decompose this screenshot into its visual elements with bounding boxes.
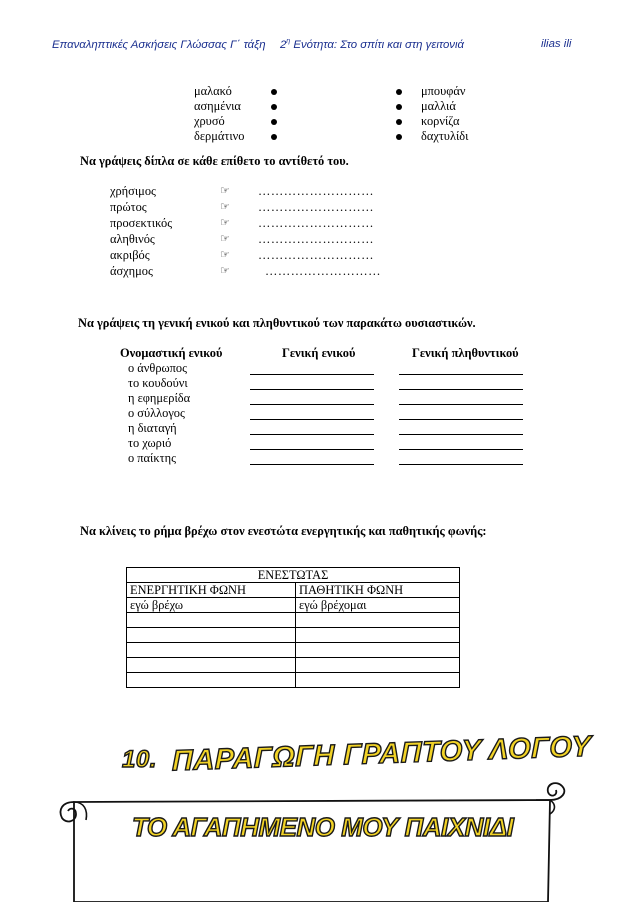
conjugation-blank-cell[interactable]: [296, 643, 460, 658]
pointing-hand-icon: ☞: [220, 265, 230, 277]
genitive-instruction: Να γράψεις τη γενική ενικού και πληθυντικού των παρακάτω ουσιαστικών.: [78, 316, 476, 330]
pointing-hand-icon: ☞: [220, 185, 230, 197]
genitive-col-singular: Γενική ενικού: [282, 346, 356, 360]
matching-right-1: μαλλιά: [421, 99, 456, 113]
opposites-answer-blank[interactable]: ………………………: [258, 232, 375, 246]
conjugation-blank-cell[interactable]: [296, 658, 460, 673]
matching-right-0: μπουφάν: [421, 84, 466, 98]
opposites-answer-blank[interactable]: ………………………: [258, 184, 375, 198]
genitive-singular-blank[interactable]: [250, 419, 374, 420]
matching-bullet-right[interactable]: [396, 134, 402, 140]
header-unit-title: Ενότητα: Στο σπίτι και στη γειτονιά: [293, 38, 465, 51]
matching-left-3: δερμάτινο: [194, 129, 245, 143]
genitive-plural-blank[interactable]: [399, 449, 523, 450]
conjugation-blank-cell[interactable]: [127, 643, 296, 658]
genitive-singular-blank[interactable]: [250, 449, 374, 450]
genitive-col-nominative: Ονομαστική ενικού: [120, 346, 223, 360]
genitive-singular-blank[interactable]: [250, 464, 374, 465]
opposites-word: χρήσιμος: [110, 184, 156, 198]
conjugation-blank-cell[interactable]: [127, 613, 296, 628]
opposites-word: άσχημος: [110, 264, 153, 278]
matching-left-0: μαλακό: [194, 84, 232, 98]
header-unit-sup: η: [286, 38, 291, 45]
conjugation-blank-cell[interactable]: [127, 628, 296, 643]
page-header: [52, 38, 612, 52]
conjugation-col-active: ΕΝΕΡΓΗΤΙΚΗ ΦΩΝΗ: [127, 583, 296, 598]
conjugation-col-passive: ΠΑΘΗΤΙΚΗ ΦΩΝΗ: [296, 583, 460, 598]
section-number: 10.: [122, 746, 157, 773]
opposites-answer-blank[interactable]: ………………………: [258, 248, 375, 262]
genitive-plural-blank[interactable]: [399, 464, 523, 465]
composition-topic: ΤΟ ΑΓΑΠΗΜΕΝΟ ΜΟΥ ΠΑΙΧΝΙΔΙ: [132, 812, 514, 842]
opposites-instruction: Να γράψεις δίπλα σε κάθε επίθετο το αντίθετό του.: [80, 154, 349, 168]
genitive-noun: ο σύλλογος: [128, 406, 185, 420]
conjugation-instruction: Να κλίνεις το ρήμα βρέχω στον ενεστώτα ενεργητικής και παθητικής φωνής:: [80, 524, 487, 538]
conjugation-cell-passive: εγώ βρέχομαι: [296, 598, 460, 613]
matching-bullet-right[interactable]: [396, 104, 402, 110]
genitive-noun: η εφημερίδα: [128, 391, 191, 405]
pointing-hand-icon: ☞: [220, 217, 230, 229]
matching-left-2: χρυσό: [194, 114, 225, 128]
opposites-answer-blank[interactable]: ………………………: [265, 264, 382, 278]
conjugation-blank-cell[interactable]: [296, 613, 460, 628]
matching-bullet-right[interactable]: [396, 119, 402, 125]
conjugation-blank-cell[interactable]: [296, 673, 460, 688]
pointing-hand-icon: ☞: [220, 233, 230, 245]
genitive-noun: το κουδούνι: [128, 376, 188, 390]
genitive-plural-blank[interactable]: [399, 404, 523, 405]
matching-bullet-left[interactable]: [271, 134, 277, 140]
matching-bullet-left[interactable]: [271, 89, 277, 95]
conjugation-blank-cell[interactable]: [127, 673, 296, 688]
opposites-answer-blank[interactable]: ………………………: [258, 200, 375, 214]
conjugation-table-title: ΕΝΕΣΤΩΤΑΣ: [127, 568, 460, 583]
matching-bullet-left[interactable]: [271, 119, 277, 125]
matching-left-1: ασημένια: [194, 99, 241, 113]
section-title: ΠΑΡΑΓΩΓΗ ΓΡΑΠΤΟΥ ΛΟΓΟΥ: [172, 730, 592, 778]
opposites-word: ακριβός: [110, 248, 150, 262]
header-left: Επαναληπτικές Ασκήσεις Γλώσσας Γ΄ τάξη: [52, 38, 266, 51]
opposites-word: προσεκτικός: [110, 216, 173, 230]
genitive-noun: η διαταγή: [128, 421, 177, 435]
genitive-singular-blank[interactable]: [250, 404, 374, 405]
matching-right-2: κορνίζα: [421, 114, 460, 128]
opposites-answer-blank[interactable]: ………………………: [258, 216, 375, 230]
matching-bullet-right[interactable]: [396, 89, 402, 95]
genitive-plural-blank[interactable]: [399, 374, 523, 375]
genitive-plural-blank[interactable]: [399, 389, 523, 390]
conjugation-blank-cell[interactable]: [127, 658, 296, 673]
opposites-word: αληθινός: [110, 232, 155, 246]
genitive-noun: ο παίκτης: [128, 451, 176, 465]
pointing-hand-icon: ☞: [220, 249, 230, 261]
matching-bullet-left[interactable]: [271, 104, 277, 110]
genitive-noun: ο άνθρωπος: [128, 361, 188, 375]
genitive-col-plural: Γενική πληθυντικού: [412, 346, 519, 360]
opposites-word: πρώτος: [110, 200, 147, 214]
conjugation-cell-active: εγώ βρέχω: [127, 598, 296, 613]
header-author: ilias ili: [541, 38, 572, 50]
genitive-plural-blank[interactable]: [399, 419, 523, 420]
header-unit-number: 2: [279, 38, 287, 51]
genitive-singular-blank[interactable]: [250, 374, 374, 375]
conjugation-blank-cell[interactable]: [296, 628, 460, 643]
genitive-plural-blank[interactable]: [399, 434, 523, 435]
genitive-singular-blank[interactable]: [250, 434, 374, 435]
matching-right-3: δαχτυλίδι: [421, 129, 469, 143]
genitive-singular-blank[interactable]: [250, 389, 374, 390]
conjugation-table: [126, 567, 460, 688]
pointing-hand-icon: ☞: [220, 201, 230, 213]
genitive-noun: το χωριό: [128, 436, 172, 450]
